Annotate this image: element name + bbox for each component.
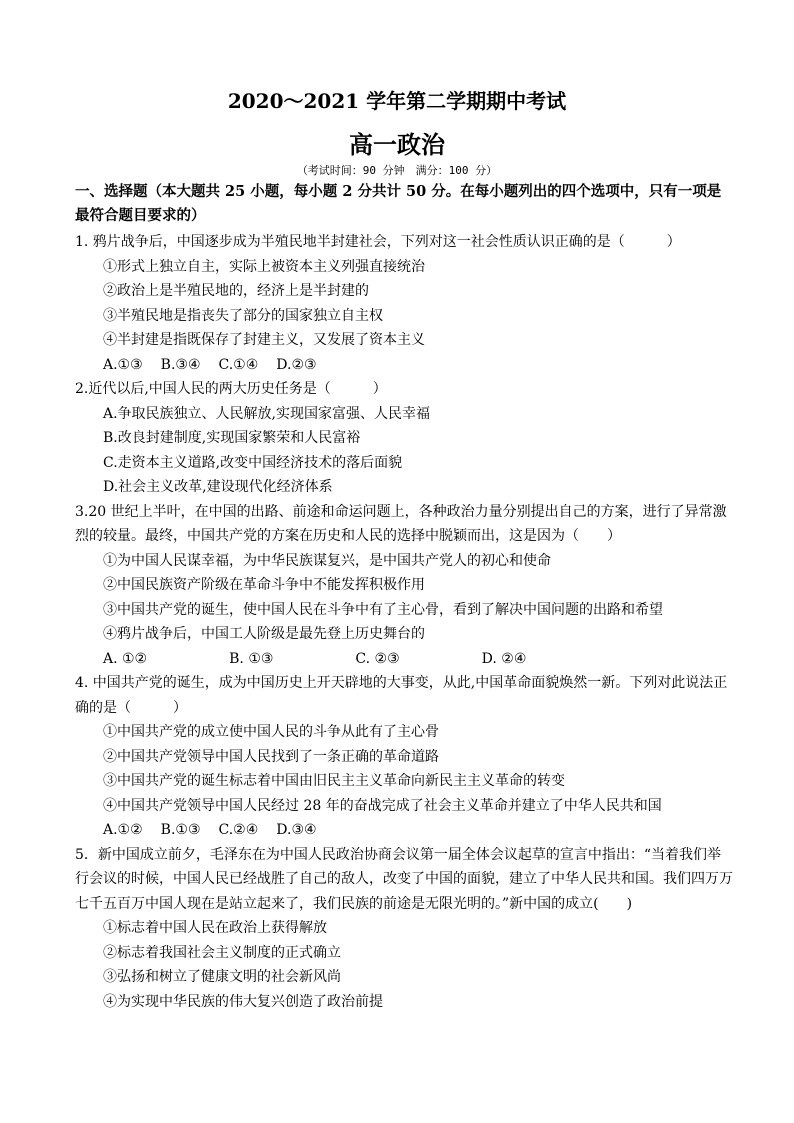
question-option: D.社会主义改革,建设现代化经济体系 <box>103 479 333 495</box>
question-3 <box>75 500 735 672</box>
question-option: ①为中国人民谋幸福，为中华民族谋复兴，是中国共产党人的初心和使命 <box>103 552 551 569</box>
exam-time-note: （考试时间：90 分钟 满分：100 分） <box>296 164 498 177</box>
question-option: ④鸦片战争后，中国工人阶级是最先登上历史舞台的 <box>103 626 425 642</box>
answer-choice-b: B.③④ <box>160 356 201 373</box>
question-stem: 5．新中国成立前夕，毛泽东在为中国人民政治协商会议第一届全体会议起草的宣言中指出：“当着我们举行会议的时候，中国人民已经战胜了自己的敌人，改变了中国的面貌，建立了中华人民共和国。我们四万万七千五百万中国人现在是站立起来了，我们民族的前途是无限光明的。”新中国的成立( ) <box>75 846 733 912</box>
question-stem: 2.近代以后,中国人民的两大历史任务是（ ） <box>75 381 387 397</box>
answer-choices <box>75 647 735 672</box>
answer-choice-b: B.①③ <box>160 822 201 838</box>
question-option: B.改良封建制度,实现国家繁荣和人民富裕 <box>103 430 361 446</box>
exam-title: 2020～2021 学年第二学期期中考试 <box>227 89 567 113</box>
answer-choice-a: A.①③ <box>103 356 143 373</box>
question-2 <box>75 377 735 500</box>
question-1 <box>75 230 735 377</box>
question-option: ①标志着中国人民在政治上获得解放 <box>103 920 327 936</box>
question-stem: 1. 鸦片战争后，中国逐步成为半殖民地半封建社会，下列对这一社会性质认识正确的是（ ） <box>75 234 681 250</box>
answer-choice-c: C.②④ <box>218 822 259 838</box>
question-option: ③中国共产党的诞生，使中国人民在斗争中有了主心骨，看到了解决中国问题的出路和希望 <box>103 601 663 618</box>
answer-choice-c: C.①④ <box>218 356 259 373</box>
answer-choice-a: A. ①② <box>103 650 148 667</box>
answer-choice-d: D. ②④ <box>481 650 527 667</box>
answer-choice-a: A.①② <box>103 822 143 838</box>
answer-choices <box>75 818 735 843</box>
question-stem: 3.20 世纪上半叶，在中国的出路、前途和命运问题上，各种政治力量分别提出自己的方案，进行了异常激烈的较量。最终，中国共产党的方案在历史和人民的选择中脱颖而出，这是因为（ ） <box>75 503 727 544</box>
question-stem: 4. 中国共产党的诞生，成为中国历史上开天辟地的大事变，从此,中国革命面貌焕然一新。下列对此说法正确的是（ ） <box>75 675 728 716</box>
question-option: ①中国共产党的成立使中国人民的斗争从此有了主心骨 <box>103 724 439 740</box>
question-5 <box>75 843 735 1015</box>
question-option: ③弘扬和树立了健康文明的社会新风尚 <box>103 969 341 985</box>
question-option: ②中国共产党领导中国人民找到了一条正确的革命道路 <box>103 748 439 765</box>
question-option: ④半封建是指既保存了封建主义，又发展了资本主义 <box>103 332 425 348</box>
question-option: ④中国共产党领导中国人民经过 28 年的奋战完成了社会主义革命并建立了中华人民共和国 <box>103 797 662 814</box>
question-option: ②标志着我国社会主义制度的正式确立 <box>103 944 341 961</box>
question-option: ②政治上是半殖民地的，经济上是半封建的 <box>103 283 369 299</box>
answer-choice-d: D.③④ <box>276 822 317 838</box>
question-option: ③半殖民地是指丧失了部分的国家独立自主权 <box>103 307 383 324</box>
answer-choices <box>75 353 735 378</box>
section-heading: 一、选择题（本大题共 25 小题，每小题 2 分共计 50 分。在每小题列出的四个选项中，只有一项是最符合题目要求的） <box>75 183 722 224</box>
question-option: ①形式上独立自主，实际上被资本主义列强直接统治 <box>103 258 425 275</box>
question-option: C.走资本主义道路,改变中国经济技术的落后面貌 <box>103 454 403 471</box>
answer-choice-b: B. ①③ <box>229 650 274 667</box>
question-option: ②中国民族资产阶级在革命斗争中不能发挥积极作用 <box>103 577 425 593</box>
question-option: ④为实现中华民族的伟大复兴创造了政治前提 <box>103 993 383 1010</box>
answer-choice-d: D.②③ <box>276 356 317 373</box>
answer-choice-c: C. ②③ <box>355 650 400 667</box>
subject-title: 高一政治 <box>349 130 445 159</box>
exam-content <box>75 180 735 1014</box>
question-option: A.争取民族独立、人民解放,实现国家富强、人民幸福 <box>103 405 431 422</box>
question-option: ③中国共产党的诞生标志着中国由旧民主主义革命向新民主主义革命的转变 <box>103 773 565 789</box>
question-4 <box>75 671 735 843</box>
